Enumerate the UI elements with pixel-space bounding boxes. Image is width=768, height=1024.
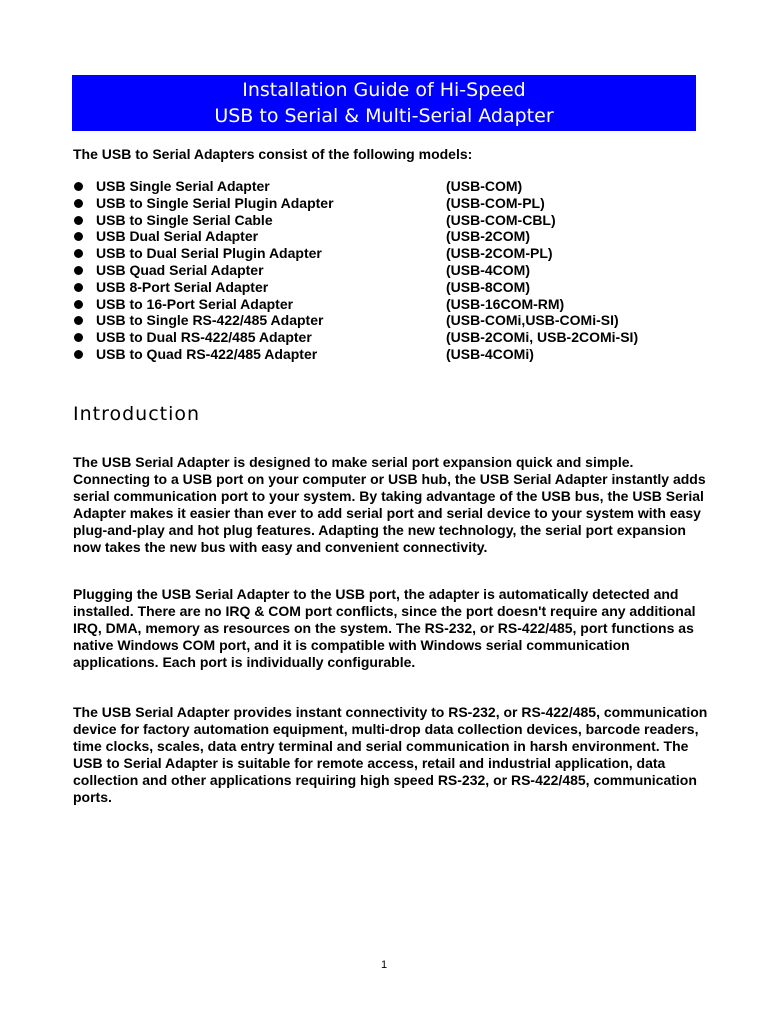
model-code: (USB-2COM-PL) — [446, 245, 553, 262]
model-name: USB to Dual Serial Plugin Adapter — [96, 245, 322, 262]
list-item — [73, 262, 713, 279]
model-code: (USB-COM-CBL) — [446, 211, 556, 228]
model-name: USB Dual Serial Adapter — [96, 228, 259, 245]
list-item — [73, 329, 713, 346]
bullet-icon — [74, 283, 83, 292]
document-title — [72, 75, 696, 131]
title-line-1: Installation Guide of Hi-Speed — [242, 79, 526, 101]
model-name: USB Single Serial Adapter — [96, 178, 270, 194]
list-item — [73, 178, 713, 195]
model-name: USB to Quad RS-422/485 Adapter — [96, 345, 318, 362]
introduction-heading: Introduction — [73, 403, 201, 425]
intro-paragraph-2: Plugging the USB Serial Adapter to the USB port, the adapter is automatically detected and installed. There are no IRQ & COM port conflicts, since the port doesn't require any additional IRQ, DMA, memory as resources on the system. The RS-232, or RS-422/485, port functions as native Windows COM port, and it is compatible with Windows serial communication applications. Each port is individually configurable. — [73, 586, 696, 670]
models-intro-text: The USB to Serial Adapters consist of the following models: — [73, 146, 473, 162]
model-code: (USB-COM) — [446, 178, 523, 194]
list-item — [73, 245, 713, 262]
list-item — [73, 195, 713, 212]
bullet-icon — [74, 182, 83, 191]
list-item — [73, 312, 713, 329]
page-number: 1 — [380, 959, 388, 971]
model-code: (USB-8COM) — [446, 278, 530, 295]
intro-paragraph-3: The USB Serial Adapter provides instant connectivity to RS-232, or RS-422/485, communication device for factory automation equipment, multi-drop data collection devices, barcode readers, time clocks, scales, data entry terminal and serial communication in harsh environment. The USB to Serial Adapter is suitable for remote access, retail and industrial application, data collection and other applications requiring high speed RS-232, or RS-422/485, communication ports. — [73, 704, 708, 805]
list-item — [73, 346, 713, 363]
model-code: (USB-COMi,USB-COMi-SI) — [446, 312, 619, 329]
model-code: (USB-COM-PL) — [446, 194, 545, 211]
model-name: USB to Single Serial Cable — [96, 211, 273, 228]
bullet-icon — [74, 300, 83, 309]
model-code: (USB-2COMi, USB-2COMi-SI) — [446, 329, 639, 346]
model-code: (USB-2COM) — [446, 228, 530, 245]
model-code: (USB-4COMi) — [446, 345, 534, 362]
list-item — [73, 212, 713, 229]
list-item — [73, 279, 713, 296]
list-item — [73, 228, 713, 245]
model-code: (USB-4COM) — [446, 261, 530, 278]
intro-paragraph-1: The USB Serial Adapter is designed to make serial port expansion quick and simple. Connecting to a USB port on your computer or USB hub, the USB Serial Adapter instantly adds serial communication port to your system. By taking advantage of the USB bus, the USB Serial Adapter makes it easier than ever to add serial port and serial device to your system with easy plug-and-play and hot plug features. Adapting the new technology, the serial port expansion now takes the new bus with easy and convenient connectivity. — [73, 454, 706, 555]
title-line-2: USB to Serial & Multi-Serial Adapter — [214, 105, 554, 127]
bullet-icon — [74, 249, 83, 258]
model-name: USB to Single Serial Plugin Adapter — [96, 194, 334, 211]
model-name: USB to Dual RS-422/485 Adapter — [96, 329, 312, 346]
bullet-icon — [74, 316, 83, 325]
model-name: USB to Single RS-422/485 Adapter — [96, 312, 324, 329]
bullet-icon — [74, 199, 83, 208]
bullet-icon — [74, 333, 83, 342]
model-code: (USB-16COM-RM) — [446, 295, 565, 312]
model-name: USB to 16-Port Serial Adapter — [96, 295, 294, 312]
bullet-icon — [74, 216, 83, 225]
bullet-icon — [74, 350, 83, 359]
list-item — [73, 296, 713, 313]
bullet-icon — [74, 232, 83, 241]
model-name: USB 8-Port Serial Adapter — [96, 278, 269, 295]
bullet-icon — [74, 266, 83, 275]
model-list — [73, 178, 713, 363]
model-name: USB Quad Serial Adapter — [96, 261, 264, 278]
